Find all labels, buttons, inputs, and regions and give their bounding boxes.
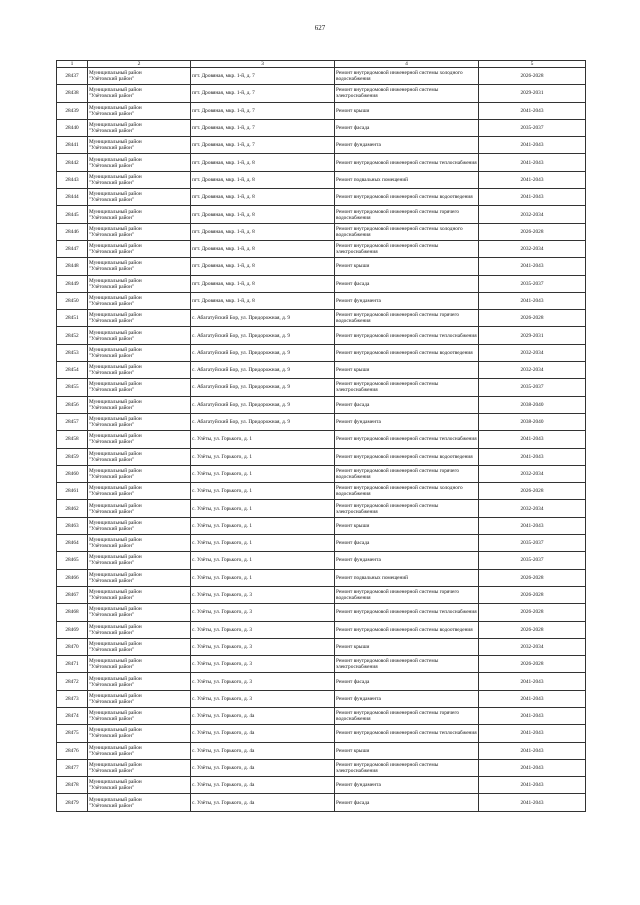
work-type-cell: Ремонт крыши [335,517,479,534]
row-number: 28455 [57,379,88,396]
work-type-cell: Ремонт внутридомовой инженерной системы теплоснабжения [335,604,479,621]
period-cell: 2035-2037 [479,379,586,396]
row-number: 28447 [57,240,88,257]
address-cell: с. Улёты, ул. Горького, д. 1 [191,569,335,586]
table-row [57,777,586,794]
work-type-cell: Ремонт внутридомовой инженерной системы электроснабжения [335,759,479,776]
row-number: 28464 [57,535,88,552]
period-cell: 2026-2028 [479,68,586,85]
table-row [57,292,586,309]
address-cell: с. Улёты, ул. Горького, д. 4а [191,707,335,724]
district-cell: Муниципальный район "Улётовский район" [88,119,191,136]
district-cell: Муниципальный район "Улётовский район" [88,206,191,223]
table-row [57,206,586,223]
address-cell: пгт. Дровяная, мкр. 1-й, д. 8 [191,258,335,275]
address-cell: пгт. Дровяная, мкр. 1-й, д. 7 [191,102,335,119]
period-cell: 2041-2043 [479,742,586,759]
work-type-cell: Ремонт фасада [335,275,479,292]
table-row [57,344,586,361]
district-cell: Муниципальный район "Улётовский район" [88,448,191,465]
work-type-cell: Ремонт внутридомовой инженерной системы холодного водоснабжения [335,223,479,240]
work-type-cell: Ремонт внутридомовой инженерной системы горячего водоснабжения [335,310,479,327]
address-cell: с. Улёты, ул. Горького, д. 1 [191,483,335,500]
period-cell: 2026-2028 [479,223,586,240]
row-number: 28442 [57,154,88,171]
table-row [57,690,586,707]
period-cell: 2041-2043 [479,292,586,309]
address-cell: с. Улёты, ул. Горького, д. 3 [191,638,335,655]
table-row [57,465,586,482]
address-cell: с. Улёты, ул. Горького, д. 1 [191,517,335,534]
district-cell: Муниципальный район "Улётовский район" [88,569,191,586]
district-cell: Муниципальный район "Улётовский район" [88,465,191,482]
address-cell: с. Улёты, ул. Горького, д. 4а [191,725,335,742]
row-number: 28443 [57,171,88,188]
row-number: 28469 [57,621,88,638]
table-row [57,707,586,724]
work-type-cell: Ремонт фасада [335,673,479,690]
period-cell: 2032-2034 [479,500,586,517]
work-type-cell: Ремонт внутридомовой инженерной системы теплоснабжения [335,154,479,171]
table-row [57,68,586,85]
work-type-cell: Ремонт фундамента [335,552,479,569]
address-cell: пгт. Дровяная, мкр. 1-й, д. 8 [191,275,335,292]
district-cell: Муниципальный район "Улётовский район" [88,707,191,724]
address-cell: пгт. Дровяная, мкр. 1-й, д. 8 [191,154,335,171]
address-cell: с. Абагатуйский Бор, ул. Придорожная, д. 9 [191,344,335,361]
period-cell: 2041-2043 [479,777,586,794]
row-number: 28453 [57,344,88,361]
period-cell: 2041-2043 [479,690,586,707]
table-row [57,794,586,811]
row-number: 28462 [57,500,88,517]
work-type-cell: Ремонт фундамента [335,413,479,430]
district-cell: Муниципальный район "Улётовский район" [88,535,191,552]
address-cell: пгт. Дровяная, мкр. 1-й, д. 7 [191,119,335,136]
period-cell: 2041-2043 [479,431,586,448]
row-number: 28438 [57,85,88,102]
table-row [57,396,586,413]
address-cell: с. Улёты, ул. Горького, д. 1 [191,431,335,448]
table-row [57,240,586,257]
work-type-cell: Ремонт крыши [335,362,479,379]
work-type-cell: Ремонт фасада [335,794,479,811]
work-type-cell: Ремонт внутридомовой инженерной системы горячего водоснабжения [335,465,479,482]
period-cell: 2041-2043 [479,448,586,465]
table-row [57,275,586,292]
period-cell: 2026-2028 [479,604,586,621]
address-cell: пгт. Дровяная, мкр. 1-й, д. 8 [191,223,335,240]
address-cell: пгт. Дровяная, мкр. 1-й, д. 7 [191,68,335,85]
row-number: 28444 [57,189,88,206]
table-row [57,759,586,776]
row-number: 28450 [57,292,88,309]
period-cell: 2041-2043 [479,102,586,119]
header-cell: 5 [479,61,586,68]
district-cell: Муниципальный район "Улётовский район" [88,413,191,430]
address-cell: с. Улёты, ул. Горького, д. 4а [191,777,335,794]
work-type-cell: Ремонт подвальных помещений [335,171,479,188]
period-cell: 2029-2031 [479,327,586,344]
address-cell: с. Улёты, ул. Горького, д. 3 [191,621,335,638]
row-number: 28476 [57,742,88,759]
district-cell: Муниципальный район "Улётовский район" [88,379,191,396]
address-cell: с. Улёты, ул. Горького, д. 1 [191,465,335,482]
address-cell: с. Улёты, ул. Горького, д. 3 [191,586,335,603]
address-cell: пгт. Дровяная, мкр. 1-й, д. 8 [191,171,335,188]
header-cell: 3 [191,61,335,68]
row-number: 28437 [57,68,88,85]
period-cell: 2041-2043 [479,794,586,811]
district-cell: Муниципальный район "Улётовский район" [88,171,191,188]
address-cell: с. Улёты, ул. Горького, д. 4а [191,759,335,776]
period-cell: 2041-2043 [479,707,586,724]
period-cell: 2026-2028 [479,586,586,603]
district-cell: Муниципальный район "Улётовский район" [88,742,191,759]
period-cell: 2041-2043 [479,517,586,534]
period-cell: 2026-2028 [479,569,586,586]
district-cell: Муниципальный район "Улётовский район" [88,362,191,379]
period-cell: 2035-2037 [479,275,586,292]
table-row [57,742,586,759]
address-cell: с. Улёты, ул. Горького, д. 3 [191,673,335,690]
period-cell: 2029-2031 [479,85,586,102]
work-type-cell: Ремонт внутридомовой инженерной системы горячего водоснабжения [335,586,479,603]
address-cell: пгт. Дровяная, мкр. 1-й, д. 8 [191,206,335,223]
period-cell: 2035-2037 [479,552,586,569]
period-cell: 2038-2040 [479,413,586,430]
work-type-cell: Ремонт фундамента [335,777,479,794]
address-cell: с. Улёты, ул. Горького, д. 3 [191,604,335,621]
table-row [57,154,586,171]
work-type-cell: Ремонт внутридомовой инженерной системы электроснабжения [335,85,479,102]
work-type-cell: Ремонт фундамента [335,690,479,707]
period-cell: 2041-2043 [479,673,586,690]
table-row [57,448,586,465]
table-row [57,119,586,136]
work-type-cell: Ремонт внутридомовой инженерной системы водоотведения [335,448,479,465]
district-cell: Муниципальный район "Улётовский район" [88,552,191,569]
work-type-cell: Ремонт фундамента [335,292,479,309]
district-cell: Муниципальный район "Улётовский район" [88,327,191,344]
district-cell: Муниципальный район "Улётовский район" [88,759,191,776]
work-type-cell: Ремонт крыши [335,258,479,275]
period-cell: 2032-2034 [479,465,586,482]
work-type-cell: Ремонт крыши [335,102,479,119]
address-cell: с. Абагатуйский Бор, ул. Придорожная, д. 9 [191,413,335,430]
work-type-cell: Ремонт внутридомовой инженерной системы теплоснабжения [335,431,479,448]
district-cell: Муниципальный район "Улётовский район" [88,673,191,690]
table-row [57,171,586,188]
work-type-cell: Ремонт внутридомовой инженерной системы теплоснабжения [335,327,479,344]
row-number: 28465 [57,552,88,569]
row-number: 28472 [57,673,88,690]
period-cell: 2041-2043 [479,154,586,171]
period-cell: 2035-2037 [479,535,586,552]
table-row [57,604,586,621]
period-cell: 2041-2043 [479,725,586,742]
period-cell: 2032-2034 [479,344,586,361]
row-number: 28461 [57,483,88,500]
row-number: 28459 [57,448,88,465]
address-cell: пгт. Дровяная, мкр. 1-й, д. 8 [191,189,335,206]
district-cell: Муниципальный район "Улётовский район" [88,431,191,448]
period-cell: 2032-2034 [479,362,586,379]
row-number: 28473 [57,690,88,707]
period-cell: 2038-2040 [479,396,586,413]
address-cell: с. Улёты, ул. Горького, д. 1 [191,448,335,465]
table-row [57,85,586,102]
row-number: 28457 [57,413,88,430]
row-number: 28468 [57,604,88,621]
row-number: 28439 [57,102,88,119]
work-type-cell: Ремонт подвальных помещений [335,569,479,586]
period-cell: 2041-2043 [479,171,586,188]
table-row [57,535,586,552]
district-cell: Муниципальный район "Улётовский район" [88,310,191,327]
address-cell: с. Улёты, ул. Горького, д. 3 [191,656,335,673]
district-cell: Муниципальный район "Улётовский район" [88,638,191,655]
period-cell: 2026-2028 [479,483,586,500]
row-number: 28451 [57,310,88,327]
period-cell: 2041-2043 [479,759,586,776]
row-number: 28475 [57,725,88,742]
row-number: 28456 [57,396,88,413]
header-cell: 4 [335,61,479,68]
work-type-cell: Ремонт внутридомовой инженерной системы горячего водоснабжения [335,707,479,724]
work-type-cell: Ремонт внутридомовой инженерной системы холодного водоснабжения [335,483,479,500]
address-cell: с. Улёты, ул. Горького, д. 1 [191,535,335,552]
district-cell: Муниципальный район "Улётовский район" [88,344,191,361]
address-cell: с. Улёты, ул. Горького, д. 4а [191,794,335,811]
district-cell: Муниципальный район "Улётовский район" [88,777,191,794]
address-cell: пгт. Дровяная, мкр. 1-й, д. 7 [191,137,335,154]
table-row [57,362,586,379]
address-cell: с. Абагатуйский Бор, ул. Придорожная, д. 9 [191,362,335,379]
row-number: 28449 [57,275,88,292]
table-row [57,569,586,586]
period-cell: 2041-2043 [479,258,586,275]
table-row [57,327,586,344]
row-number: 28463 [57,517,88,534]
work-type-cell: Ремонт внутридомовой инженерной системы электроснабжения [335,656,479,673]
address-cell: с. Улёты, ул. Горького, д. 3 [191,690,335,707]
row-number: 28454 [57,362,88,379]
table-row [57,517,586,534]
table-row [57,102,586,119]
period-cell: 2041-2043 [479,189,586,206]
row-number: 28466 [57,569,88,586]
district-cell: Муниципальный район "Улётовский район" [88,725,191,742]
period-cell: 2035-2037 [479,119,586,136]
work-type-cell: Ремонт внутридомовой инженерной системы теплоснабжения [335,725,479,742]
address-cell: с. Улёты, ул. Горького, д. 4а [191,742,335,759]
district-cell: Муниципальный район "Улётовский район" [88,500,191,517]
work-type-cell: Ремонт внутридомовой инженерной системы электроснабжения [335,240,479,257]
period-cell: 2032-2034 [479,638,586,655]
row-number: 28479 [57,794,88,811]
district-cell: Муниципальный район "Улётовский район" [88,102,191,119]
row-number: 28440 [57,119,88,136]
address-cell: с. Абагатуйский Бор, ул. Придорожная, д. 9 [191,379,335,396]
period-cell: 2026-2028 [479,621,586,638]
work-type-cell: Ремонт внутридомовой инженерной системы холодного водоснабжения [335,68,479,85]
district-cell: Муниципальный район "Улётовский район" [88,586,191,603]
address-cell: с. Абагатуйский Бор, ул. Придорожная, д. 9 [191,396,335,413]
district-cell: Муниципальный район "Улётовский район" [88,621,191,638]
district-cell: Муниципальный район "Улётовский район" [88,223,191,240]
work-type-cell: Ремонт внутридомовой инженерной системы водоотведения [335,189,479,206]
work-type-cell: Ремонт фасада [335,535,479,552]
work-type-cell: Ремонт фундамента [335,137,479,154]
row-number: 28477 [57,759,88,776]
table-row [57,638,586,655]
row-number: 28474 [57,707,88,724]
address-cell: пгт. Дровяная, мкр. 1-й, д. 8 [191,292,335,309]
work-type-cell: Ремонт внутридомовой инженерной системы водоотведения [335,621,479,638]
table-header-row [57,61,586,68]
period-cell: 2026-2028 [479,310,586,327]
period-cell: 2026-2028 [479,656,586,673]
table-row [57,500,586,517]
page-number: 627 [314,24,326,32]
table-row [57,431,586,448]
work-type-cell: Ремонт фасада [335,119,479,136]
work-type-cell: Ремонт крыши [335,638,479,655]
district-cell: Муниципальный район "Улётовский район" [88,258,191,275]
address-cell: с. Абагатуйский Бор, ул. Придорожная, д. 9 [191,327,335,344]
row-number: 28452 [57,327,88,344]
row-number: 28445 [57,206,88,223]
row-number: 28458 [57,431,88,448]
table-row [57,413,586,430]
table-row [57,725,586,742]
work-type-cell: Ремонт внутридомовой инженерной системы водоотведения [335,344,479,361]
table-row [57,310,586,327]
table-row [57,483,586,500]
table-row [57,656,586,673]
district-cell: Муниципальный район "Улётовский район" [88,656,191,673]
district-cell: Муниципальный район "Улётовский район" [88,690,191,707]
table-row [57,223,586,240]
capital-repair-table [56,60,586,812]
address-cell: с. Улёты, ул. Горького, д. 1 [191,500,335,517]
address-cell: с. Абагатуйский Бор, ул. Придорожная, д. 9 [191,310,335,327]
district-cell: Муниципальный район "Улётовский район" [88,68,191,85]
district-cell: Муниципальный район "Улётовский район" [88,240,191,257]
row-number: 28460 [57,465,88,482]
row-number: 28441 [57,137,88,154]
work-type-cell: Ремонт фасада [335,396,479,413]
row-number: 28446 [57,223,88,240]
district-cell: Муниципальный район "Улётовский район" [88,604,191,621]
period-cell: 2032-2034 [479,206,586,223]
period-cell: 2041-2043 [479,137,586,154]
table-row [57,258,586,275]
district-cell: Муниципальный район "Улётовский район" [88,396,191,413]
district-cell: Муниципальный район "Улётовский район" [88,85,191,102]
work-type-cell: Ремонт внутридомовой инженерной системы горячего водоснабжения [335,206,479,223]
district-cell: Муниципальный район "Улётовский район" [88,517,191,534]
district-cell: Муниципальный район "Улётовский район" [88,292,191,309]
row-number: 28470 [57,638,88,655]
row-number: 28448 [57,258,88,275]
address-cell: пгт. Дровяная, мкр. 1-й, д. 8 [191,240,335,257]
district-cell: Муниципальный район "Улётовский район" [88,137,191,154]
row-number: 28478 [57,777,88,794]
address-cell: пгт. Дровяная, мкр. 1-й, д. 7 [191,85,335,102]
table-row [57,552,586,569]
district-cell: Муниципальный район "Улётовский район" [88,794,191,811]
district-cell: Муниципальный район "Улётовский район" [88,189,191,206]
district-cell: Муниципальный район "Улётовский район" [88,154,191,171]
table-row [57,137,586,154]
table-row [57,379,586,396]
row-number: 28471 [57,656,88,673]
header-cell: 1 [57,61,88,68]
period-cell: 2032-2034 [479,240,586,257]
table-row [57,189,586,206]
table-row [57,673,586,690]
row-number: 28467 [57,586,88,603]
header-cell: 2 [88,61,191,68]
table-row [57,586,586,603]
work-type-cell: Ремонт крыши [335,742,479,759]
work-type-cell: Ремонт внутридомовой инженерной системы электроснабжения [335,500,479,517]
district-cell: Муниципальный район "Улётовский район" [88,275,191,292]
address-cell: с. Улёты, ул. Горького, д. 1 [191,552,335,569]
table-row [57,621,586,638]
district-cell: Муниципальный район "Улётовский район" [88,483,191,500]
work-type-cell: Ремонт внутридомовой инженерной системы электроснабжения [335,379,479,396]
